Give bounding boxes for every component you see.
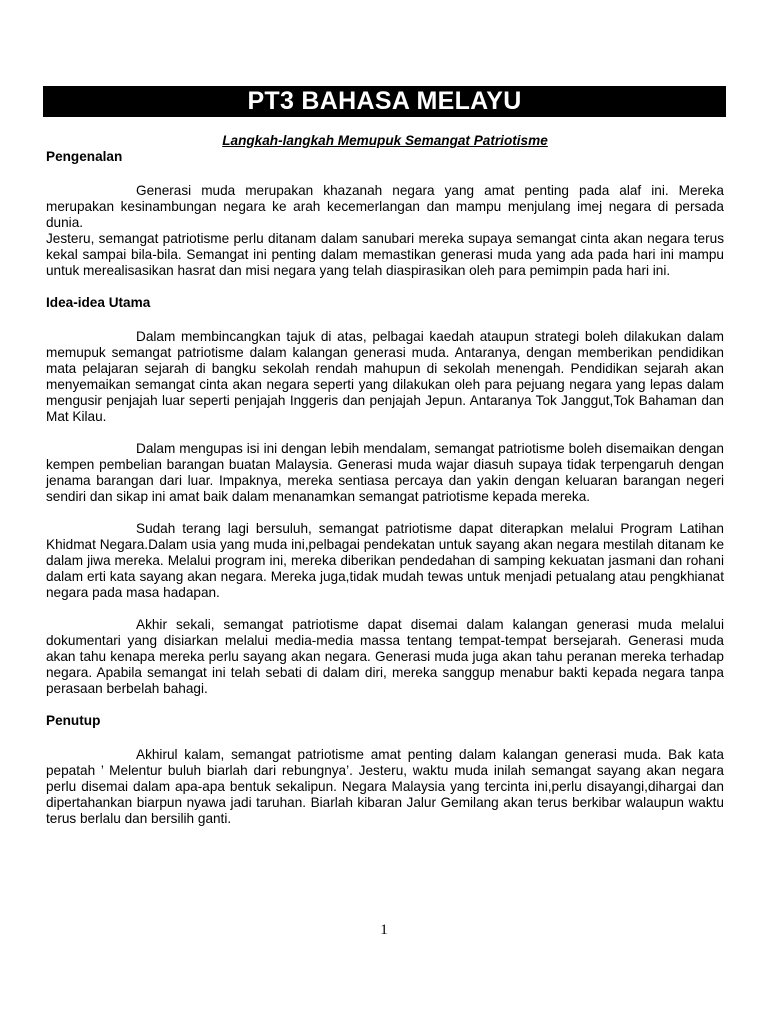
page-number: 1 (380, 922, 388, 938)
paragraph: Akhirul kalam, semangat patriotisme amat penting dalam kalangan generasi muda. Bak kata pepatah ’ Melentur buluh biarlah dari rebungnya’. Jesteru, waktu muda inilah semangat sayang akan negara perlu disemai dalam apa-apa bentuk sekalipun. Negara Malaysia yang tercinta ini,perlu disayangi,dihargai dan dipertahankan biarpun nyawa jadi taruhan. Biarlah kibaran Jalur Gemilang akan terus berkibar walaupun waktu terus berlalu dan bersilih ganti. (46, 747, 724, 826)
spacer (46, 601, 724, 617)
paragraph: Dalam mengupas isi ini dengan lebih mendalam, semangat patriotisme boleh disemaikan dengan kempen pembelian barangan buatan Malaysia. Generasi muda wajar diasuh supaya tidak terpengaruh dengan jenama barangan dari luar. Impaknya, mereka sentiasa percaya dan yakin dengan keluaran barangan negeri sendiri dan sikap ini amat baik dalam menanamkan semangat patriotisme kepada mereka. (46, 441, 724, 504)
paragraph: Generasi muda merupakan khazanah negara yang amat penting pada alaf ini. Mereka merupakan kesinambungan negara ke arah kecemerlangan dan mampu menjulang imej negara di persada dunia. (46, 183, 724, 230)
spacer (46, 505, 724, 521)
spacer (46, 729, 724, 747)
heading-main-ideas: Idea-idea Utama (46, 295, 151, 310)
spacer (46, 697, 724, 713)
paragraph: Dalam membincangkan tajuk di atas, pelbagai kaedah ataupun strategi boleh dilakukan dalam memupuk semangat patriotisme dalam kalangan generasi muda. Antaranya, dengan memberikan pendidikan mata pelajaran sejarah di bangku sekolah rendah mahupun di sekolah menengah. Pendidikan sejarah akan menyemaikan semangat cinta akan negara seperti yang dilakukan oleh para pejuang negara yang lepas dalam mengusir penjajah luar seperti penjajah Inggeris dan penjajah Jepun. Antaranya Tok Janggut,Tok Bahaman dan Mat Kilau. (46, 329, 724, 424)
spacer (46, 311, 724, 329)
spacer (46, 165, 724, 183)
heading-intro: Pengenalan (46, 149, 123, 164)
heading-closing: Penutup (46, 713, 101, 728)
paragraph: Jesteru, semangat patriotisme perlu ditanam dalam sanubari mereka supaya semangat cinta akan negara terus kekal sampai bila-bila. Semangat ini penting dalam memastikan generasi muda yang ada pada hari ini mampu untuk merealisasikan hasrat dan misi negara yang telah diaspirasikan oleh para pemimpin pada hari ini. (46, 231, 724, 278)
paragraph: Sudah terang lagi bersuluh, semangat patriotisme dapat diterapkan melalui Program Latihan Khidmat Negara.Dalam usia yang muda ini,pelbagai pendekatan untuk sayang akan negara mestilah ditanam ke dalam jiwa mereka. Melalui program ini, mereka diberikan pendedahan di samping kekuatan jasmani dan rohani dalam erti kata sayang akan negara. Mereka juga,tidak mudah tewas untuk menjadi petualang atau pengkhianat negara pada masa hadapan. (46, 521, 724, 600)
paragraph: Akhir sekali, semangat patriotisme dapat disemai dalam kalangan generasi muda melalui dokumentari yang disiarkan melalui media-media massa tentang tempat-tempat bersejarah. Generasi muda akan tahu kenapa mereka perlu sayang akan negara. Generasi muda juga akan tahu peranan mereka terhadap negara. Apabila semangat ini telah sebati di dalam diri, mereka sanggup menabur bakti kepada negara tanpa perasaan berbelah bahagi. (46, 617, 724, 696)
spacer (46, 279, 724, 295)
essay-title: Langkah-langkah Memupuk Semangat Patriotisme (222, 133, 548, 148)
document-body (46, 133, 724, 827)
page-title: PT3 BAHASA MELAYU (43, 86, 726, 117)
spacer (46, 425, 724, 441)
